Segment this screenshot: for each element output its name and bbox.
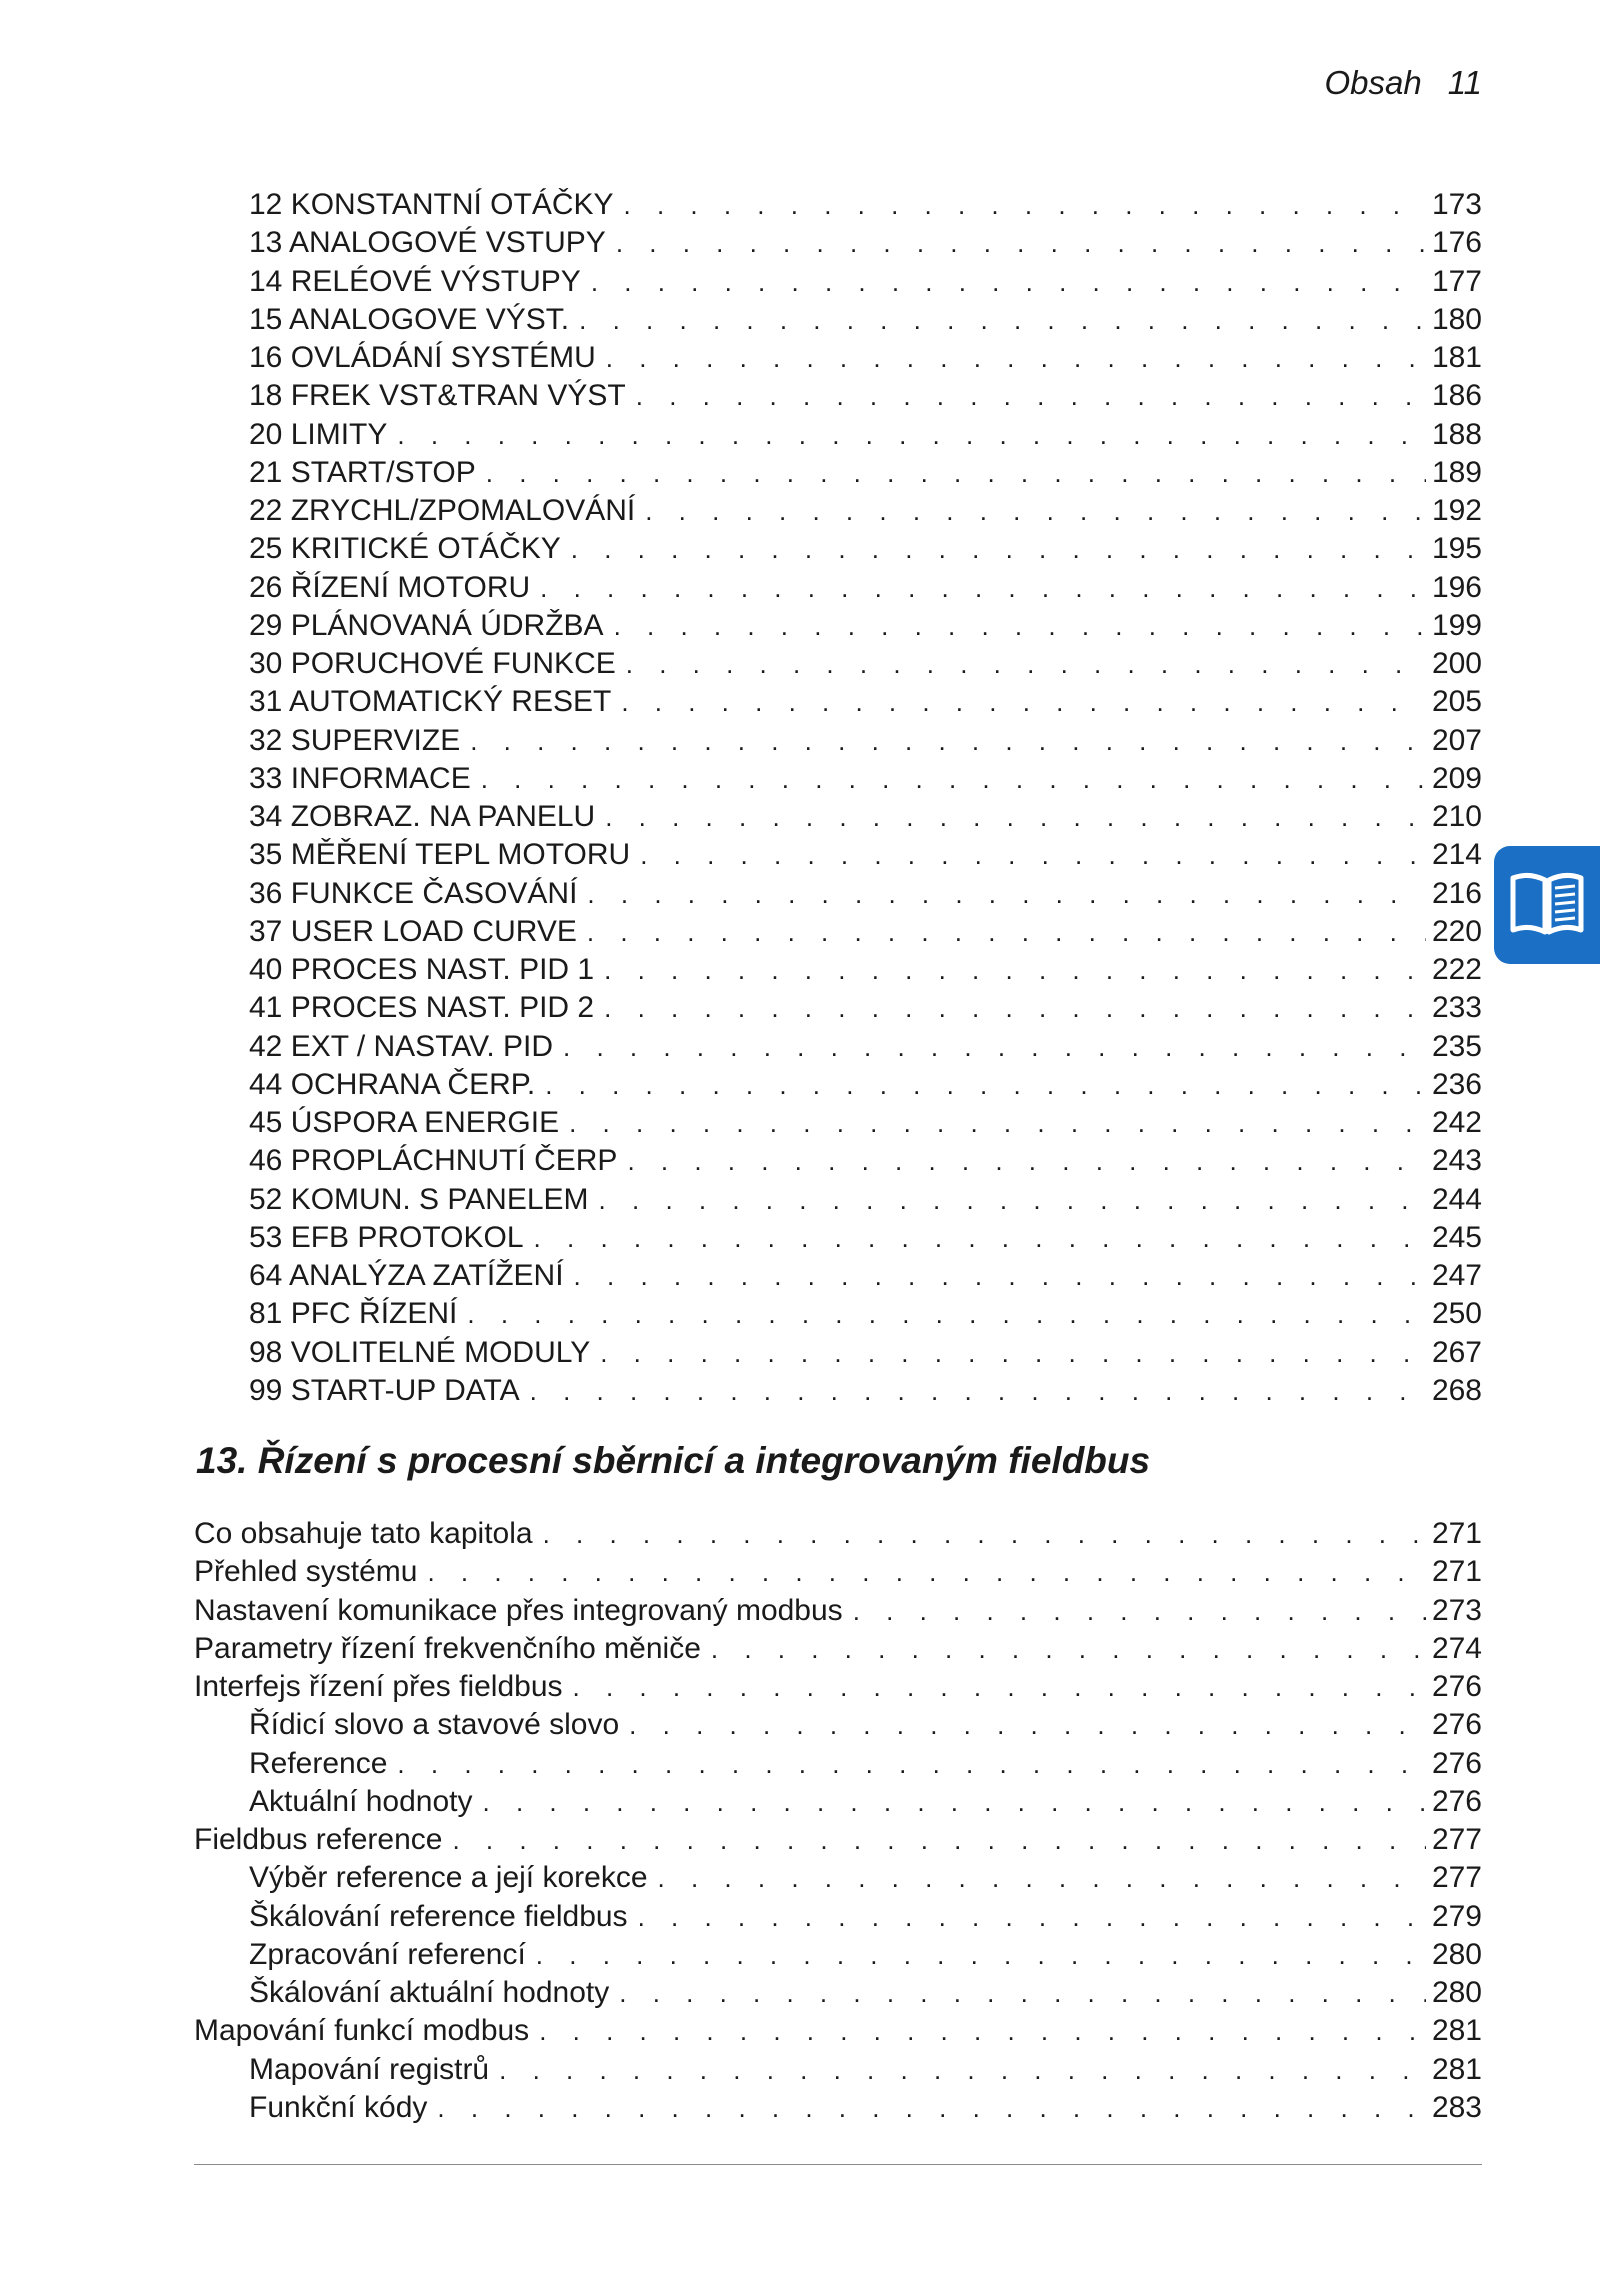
- toc-dot-leader: [636, 377, 1426, 415]
- toc-dot-leader: [627, 1142, 1426, 1180]
- toc-entry[interactable]: [249, 569, 1482, 607]
- toc-entry[interactable]: [249, 1936, 1482, 1974]
- toc-entry-label: Výběr reference a její korekce: [249, 1861, 648, 1895]
- section-name: Obsah: [1324, 64, 1422, 101]
- toc-entry[interactable]: [194, 1821, 1482, 1859]
- toc-dot-leader: [573, 1668, 1426, 1706]
- toc-entry-label: Řídicí slovo a stavové slovo: [249, 1708, 620, 1742]
- toc-entry[interactable]: [249, 186, 1482, 224]
- toc-dot-leader: [539, 2012, 1426, 2050]
- toc-entry[interactable]: [249, 951, 1482, 989]
- toc-entry-page: 244: [1431, 1182, 1482, 1216]
- toc-entry[interactable]: [249, 416, 1482, 454]
- toc-entry-label: 98 VOLITELNÉ MODULY: [249, 1335, 591, 1369]
- toc-entry-label: Škálování reference fieldbus: [249, 1899, 628, 1933]
- toc-entry[interactable]: [249, 1181, 1482, 1219]
- toc-dot-leader: [427, 1553, 1426, 1591]
- toc-entry-page: 189: [1431, 455, 1482, 489]
- toc-entry[interactable]: [249, 377, 1482, 415]
- toc-entry-page: 196: [1431, 570, 1482, 604]
- toc-entry-label: 30 PORUCHOVÉ FUNKCE: [249, 647, 616, 680]
- toc-dot-leader: [587, 913, 1426, 951]
- toc-dot-leader: [624, 186, 1426, 224]
- toc-entry[interactable]: [249, 1859, 1482, 1897]
- toc-dot-leader: [437, 2089, 1426, 2127]
- toc-entry-label: Mapování registrů: [249, 2052, 490, 2086]
- toc-entry-label: 25 KRITICKÉ OTÁČKY: [249, 532, 561, 566]
- toc-entry-label: 20 LIMITY: [249, 417, 388, 451]
- toc-dot-leader: [853, 1592, 1426, 1630]
- toc-entry-label: Interfejs řízení přes fieldbus: [194, 1670, 563, 1703]
- toc-entry-label: 22 ZRYCHL/ZPOMALOVÁNÍ: [249, 494, 636, 527]
- toc-entry-label: 31 AUTOMATICKÝ RESET: [249, 685, 612, 719]
- toc-entry-page: 235: [1431, 1029, 1482, 1063]
- toc-entry-label: Co obsahuje tato kapitola: [194, 1517, 533, 1550]
- side-tab[interactable]: [1494, 846, 1600, 964]
- toc-entry-page: 250: [1431, 1297, 1482, 1331]
- toc-entry[interactable]: [249, 989, 1482, 1027]
- toc-dot-leader: [626, 645, 1426, 683]
- toc-entry-page: 268: [1431, 1373, 1482, 1407]
- toc-entry-page: 281: [1431, 2052, 1482, 2086]
- toc-dot-leader: [614, 607, 1426, 645]
- toc-entry-page: 192: [1431, 494, 1482, 527]
- toc-entry-label: Nastavení komunikace přes integrovaný modbus: [194, 1593, 843, 1627]
- toc-entry[interactable]: [194, 2012, 1482, 2050]
- toc-entry[interactable]: [194, 1668, 1482, 1706]
- toc-dot-leader: [658, 1859, 1426, 1897]
- toc-entry-label: 37 USER LOAD CURVE: [249, 914, 577, 948]
- toc-dot-leader: [616, 224, 1426, 262]
- toc-dot-leader: [397, 1745, 1426, 1783]
- toc-dot-leader: [569, 1104, 1426, 1142]
- toc-entry-label: 41 PROCES NAST. PID 2: [249, 991, 595, 1025]
- toc-dot-leader: [638, 1898, 1426, 1936]
- toc-dot-leader: [604, 951, 1426, 989]
- toc-entry-page: 173: [1431, 188, 1482, 221]
- toc-entry[interactable]: [249, 301, 1482, 339]
- toc-dot-leader: [545, 1066, 1426, 1104]
- toc-dot-leader: [397, 416, 1426, 454]
- toc-entry[interactable]: [249, 875, 1482, 913]
- toc-dot-leader: [619, 1974, 1426, 2012]
- toc-entry[interactable]: [194, 1515, 1482, 1553]
- toc-dot-leader: [604, 989, 1426, 1027]
- toc-entry[interactable]: [249, 1372, 1482, 1410]
- toc-entry-label: 45 ÚSPORA ENERGIE: [249, 1106, 560, 1139]
- toc-entry-label: 26 ŘÍZENÍ MOTORU: [249, 570, 531, 604]
- toc-dot-leader: [563, 1028, 1426, 1066]
- toc-dot-leader: [587, 875, 1426, 913]
- toc-entry-page: 222: [1431, 953, 1482, 986]
- toc-entry[interactable]: [249, 798, 1482, 836]
- toc-dot-leader: [629, 1706, 1426, 1744]
- book-icon: [1507, 868, 1587, 942]
- toc-entry-page: 242: [1431, 1106, 1482, 1139]
- toc-dot-leader: [600, 1334, 1426, 1372]
- toc-dot-leader: [621, 683, 1426, 721]
- toc-entry[interactable]: [249, 836, 1482, 874]
- toc-dot-leader: [606, 339, 1426, 377]
- toc-entry[interactable]: [249, 530, 1482, 568]
- toc-entry-label: 81 PFC ŘÍZENÍ: [249, 1297, 458, 1331]
- toc-entry-label: Fieldbus reference: [194, 1823, 443, 1856]
- toc-entry[interactable]: [249, 1745, 1482, 1783]
- toc-entry-label: 36 FUNKCE ČASOVÁNÍ: [249, 876, 578, 910]
- toc-entry[interactable]: [249, 492, 1482, 530]
- toc-entry-label: 16 OVLÁDÁNÍ SYSTÉMU: [249, 341, 596, 374]
- toc-dot-leader: [467, 1295, 1426, 1333]
- toc-entry-label: 29 PLÁNOVANÁ ÚDRŽBA: [249, 608, 604, 642]
- chapter-heading: 13. Řízení s procesní sběrnicí a integrovaným fieldbus: [196, 1440, 1151, 1481]
- toc-entry-page: 177: [1431, 264, 1482, 298]
- toc-dot-leader: [640, 836, 1426, 874]
- toc-entry-label: Aktuální hodnoty: [249, 1784, 473, 1818]
- toc-entry-page: 233: [1431, 991, 1482, 1025]
- toc-entry[interactable]: [249, 760, 1482, 798]
- toc-entry-label: 35 MĚŘENÍ TEPL MOTORU: [249, 838, 631, 872]
- toc-entry-label: 99 START-UP DATA: [249, 1373, 520, 1407]
- toc-entry-page: 247: [1431, 1259, 1482, 1292]
- toc-entry[interactable]: [249, 1028, 1482, 1066]
- toc-dot-leader: [536, 1936, 1426, 1974]
- toc-dot-leader: [486, 454, 1426, 492]
- toc-entry[interactable]: [194, 1553, 1482, 1591]
- toc-entry-page: 199: [1431, 608, 1482, 642]
- toc-entry[interactable]: [249, 913, 1482, 951]
- toc-entry[interactable]: [249, 224, 1482, 262]
- toc-dot-leader: [470, 722, 1426, 760]
- toc-entry-label: 21 START/STOP: [249, 455, 476, 489]
- toc-entry-page: 220: [1431, 914, 1482, 948]
- toc-entry-page: 271: [1431, 1555, 1482, 1589]
- toc-entry-label: 52 KOMUN. S PANELEM: [249, 1182, 589, 1216]
- toc-entry-label: 64 ANALÝZA ZATÍŽENÍ: [249, 1259, 564, 1292]
- toc-entry-label: Funkční kódy: [249, 2090, 428, 2124]
- toc-entry-page: 245: [1431, 1220, 1482, 1254]
- toc-dot-leader: [481, 760, 1426, 798]
- toc-dot-leader: [530, 1372, 1426, 1410]
- toc-entry-page: 283: [1431, 2090, 1482, 2124]
- running-header: [1325, 64, 1483, 102]
- toc-entry[interactable]: [249, 1219, 1482, 1257]
- toc-dot-leader: [452, 1821, 1425, 1859]
- toc-entry-label: 40 PROCES NAST. PID 1: [249, 953, 595, 986]
- toc-entry[interactable]: [249, 1142, 1482, 1180]
- toc-entry-page: 277: [1431, 1861, 1482, 1895]
- toc-entry-label: 15 ANALOGOVE VÝST.: [249, 302, 570, 336]
- toc-entry[interactable]: [249, 607, 1482, 645]
- toc-entry[interactable]: [249, 1295, 1482, 1333]
- toc-entry-page: 274: [1431, 1631, 1482, 1665]
- toc-entry-page: 276: [1431, 1708, 1482, 1742]
- toc-entry[interactable]: [249, 1898, 1482, 1936]
- toc-entry-label: Přehled systému: [194, 1555, 418, 1589]
- toc-entry-label: 12 KONSTANTNÍ OTÁČKY: [249, 188, 614, 221]
- toc-dot-leader: [711, 1630, 1426, 1668]
- toc-entry-page: 214: [1431, 838, 1482, 872]
- toc-entry-label: 44 OCHRANA ČERP.: [249, 1067, 536, 1101]
- toc-entry[interactable]: [194, 1630, 1482, 1668]
- toc-dot-leader: [543, 1515, 1426, 1553]
- toc-entry[interactable]: [249, 683, 1482, 721]
- toc-entry[interactable]: [249, 1706, 1482, 1744]
- toc-entry-page: 236: [1431, 1067, 1482, 1101]
- toc-entry-page: 281: [1431, 2014, 1482, 2048]
- toc-entry[interactable]: [249, 1066, 1482, 1104]
- toc-dot-leader: [605, 798, 1426, 836]
- toc-entry-page: 195: [1431, 532, 1482, 566]
- toc-dot-leader: [579, 301, 1426, 339]
- toc-entry-label: Škálování aktuální hodnoty: [249, 1976, 610, 2009]
- footer-rule: [194, 2164, 1482, 2165]
- toc-dot-leader: [591, 263, 1426, 301]
- toc-dot-leader: [599, 1181, 1426, 1219]
- toc-entry-label: 53 EFB PROTOKOL: [249, 1220, 524, 1254]
- toc-entry-label: Mapování funkcí modbus: [194, 2014, 530, 2048]
- toc-entry[interactable]: [249, 2051, 1482, 2089]
- toc-entry-label: 33 INFORMACE: [249, 761, 471, 795]
- toc-entry[interactable]: [249, 1104, 1482, 1142]
- toc-entry-label: 18 FREK VST&TRAN VÝST: [249, 379, 626, 413]
- toc-dot-leader: [540, 569, 1426, 607]
- toc-entry-page: 276: [1431, 1670, 1482, 1703]
- toc-dot-leader: [534, 1219, 1426, 1257]
- toc-entry[interactable]: [249, 1334, 1482, 1372]
- toc-dot-leader: [645, 492, 1426, 530]
- toc-entry-label: Parametry řízení frekvenčního měniče: [194, 1631, 701, 1665]
- toc-entry-page: 186: [1431, 379, 1482, 413]
- toc-entry[interactable]: [249, 1783, 1482, 1821]
- toc-entry-label: 46 PROPLÁCHNUTÍ ČERP: [249, 1144, 618, 1178]
- toc-entry-page: 271: [1431, 1517, 1482, 1550]
- toc-entry-label: 13 ANALOGOVÉ VSTUPY: [249, 226, 606, 260]
- toc-entry-label: 34 ZOBRAZ. NA PANELU: [249, 800, 596, 833]
- toc-entry-page: 205: [1431, 685, 1482, 719]
- toc-entry-page: 277: [1431, 1823, 1482, 1856]
- toc-entry[interactable]: [249, 645, 1482, 683]
- toc-entry[interactable]: [249, 722, 1482, 760]
- toc-entry-page: 181: [1431, 341, 1482, 374]
- toc-entry-page: 216: [1431, 876, 1482, 910]
- toc-entry-page: 180: [1431, 302, 1482, 336]
- toc-entry-label: 32 SUPERVIZE: [249, 723, 461, 757]
- page-number: 11: [1447, 64, 1482, 101]
- toc-entry-label: 42 EXT / NASTAV. PID: [249, 1029, 554, 1063]
- toc-entry-page: 276: [1431, 1746, 1482, 1780]
- toc-entry-page: 273: [1431, 1593, 1482, 1627]
- toc-entry[interactable]: [249, 1257, 1482, 1295]
- toc-entry-label: 14 RELÉOVÉ VÝSTUPY: [249, 264, 581, 298]
- toc-entry-page: 279: [1431, 1899, 1482, 1933]
- toc-entry-page: 280: [1431, 1937, 1482, 1971]
- toc-entry-label: Reference: [249, 1746, 388, 1780]
- toc-entry[interactable]: [194, 1592, 1482, 1630]
- toc-entry-page: 243: [1431, 1144, 1482, 1178]
- toc-entry-page: 200: [1431, 647, 1482, 680]
- toc-entry[interactable]: [249, 2089, 1482, 2127]
- toc-entry[interactable]: [249, 263, 1482, 301]
- toc-entry[interactable]: [249, 339, 1482, 377]
- toc-entry-page: 276: [1431, 1784, 1482, 1818]
- toc-entry-page: 210: [1431, 800, 1482, 833]
- toc-dot-leader: [574, 1257, 1426, 1295]
- toc-dot-leader: [499, 2051, 1426, 2089]
- toc-entry-page: 267: [1431, 1335, 1482, 1369]
- toc-dot-leader: [483, 1783, 1426, 1821]
- toc-entry-page: 207: [1431, 723, 1482, 757]
- toc-entry-page: 280: [1431, 1976, 1482, 2009]
- toc-dot-leader: [571, 530, 1426, 568]
- toc-entry-page: 209: [1431, 761, 1482, 795]
- toc-entry-page: 188: [1431, 417, 1482, 451]
- toc-entry-label: Zpracování referencí: [249, 1937, 526, 1971]
- toc-entry[interactable]: [249, 454, 1482, 492]
- toc-entry-page: 176: [1431, 226, 1482, 260]
- toc-entry[interactable]: [249, 1974, 1482, 2012]
